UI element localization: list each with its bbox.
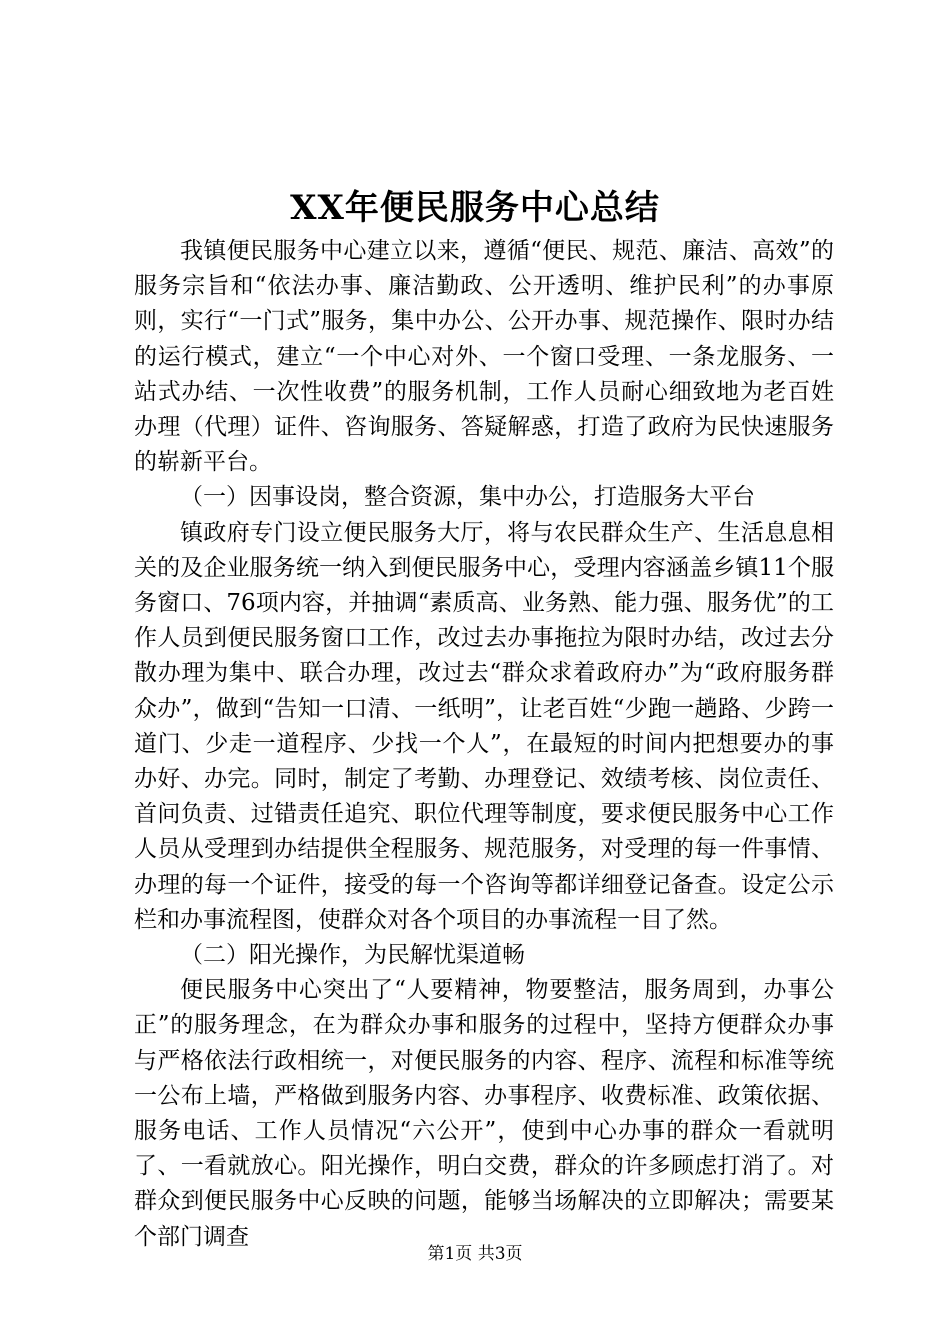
section-heading-1: （一）因事设岗，整合资源，集中办公，打造服务大平台 [180, 484, 755, 511]
paragraph-intro: 我镇便民服务中心建立以来，遵循“便民、规范、廉洁、高效”的服务宗旨和“依法办事、廉洁勤政、公开透明、维护民利”的办事原则，实行“一门式”服务，集中办公、公开办事、规范操作、限时办结的运行模式，建立“一个中心对外、一个窗口受理、一条龙服务、一站式办结、一次性收费”的服务机制，工作人员耐心细致地为老百姓办理（代理）证件、咨询服务、答疑解惑，打造了政府为民快速服务的崭新平台。 [134, 238, 834, 476]
paragraph-section-2: 便民服务中心突出了“人要精神，物要整洁，服务周到，办事公正”的服务理念，在为群众办事和服务的过程中，坚持方便群众办事与严格依法行政相统一，对便民服务的内容、程序、流程和标准等统一公布上墙，严格做到服务内容、办事程序、收费标准、政策依据、服务电话、工作人员情况“六公开”，使到中心办事的群众一看就明了、一看就放心。阳光操作，明白交费，群众的许多顾虑打消了。对群众到便民服务中心反映的问题，能够当场解决的立即解决；需要某个部门调查 [134, 977, 834, 1250]
document-title: XX年便民服务中心总结 [290, 188, 660, 228]
section-heading-2: （二）阳光操作，为民解忧渠道畅 [180, 942, 525, 969]
paragraph-section-1: 镇政府专门设立便民服务大厅，将与农民群众生产、生活息息相关的及企业服务统一纳入到便民服务中心，受理内容涵盖乡镇11个服务窗口、76项内容，并抽调“素质高、业务熟、能力强、服务优”的工作人员到便民服务窗口工作，改过去办事拖拉为限时办结，改过去分散办理为集中、联合办理，改过去“群众求着政府办”为“政府服务群众办”，做到“告知一口清、一纸明”，让老百姓“少跑一趟路、少跨一道门、少走一道程序、少找一个人”，在最短的时间内把想要办的事办好、办完。同时，制定了考勤、办理登记、效绩考核、岗位责任、首问负责、过错责任追究、职位代理等制度，要求便民服务中心工作人员从受理到办结提供全程服务、规范服务，对受理的每一件事情、办理的每一个证件，接受的每一个咨询等都详细登记备查。设定公示栏和办事流程图，使群众对各个项目的办事流程一目了然。 [134, 519, 834, 933]
page-number-footer: 第1页 共3页 [427, 1244, 523, 1264]
document-body [134, 234, 834, 1255]
